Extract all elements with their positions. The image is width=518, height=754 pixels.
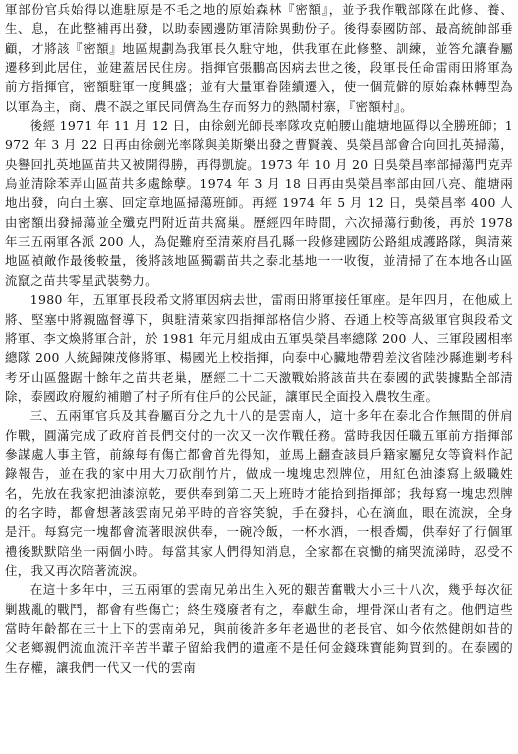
paragraph-3: 1980 年，五軍軍長段希文將軍因病去世，雷雨田將軍接任軍座。是年四月，在他威上將、堅塞中將親臨督導下，與駐清萊家四指揮部格信少將、吞通上校等高級軍官與段希文將軍、李文煥將軍合計，於 1981 年元月組成由五軍吳榮昌率總隊 200 人、三軍段國相率總隊 200 人統歸陳茂修將軍、楊國光上校指揮，向泰中心臟地帶碧差汶省陸沙縣進剿考科考牙山區盤踞十餘年之苗共老巢，歷經二十二天激戰始將該苗共在泰國的武裝據點全部清除，泰國政府履約補贈了村子所有住戶的公民証，讓軍民全面投入農牧生產。 (5, 292, 513, 404)
document-page (5, 0, 513, 677)
paragraph-2: 後經 1971 年 11 月 12 日，由徐劍光師長率隊攻克帕腰山龍塘地區得以全勝班師；1972 年 3 月 22 日再由徐劍光率隊與美斯樂出發之曹賢義、吳榮昌部會合向回扎英掃蕩，央譽回扎英地區苗共又被開得勝，再得凱旋。1973 年 10 月 20 日吳榮昌率部掃蕩門克弄烏並清除苯弄山區苗共多處餘孽。1974 年 3 月 18 日再由吳榮昌率部由回八亮、龍塘兩地出發，向白土寨、回定章地區掃蕩班師。再經 1974 年 5 月 12 日，吳榮昌率 400 人由密額出發掃蕩並全殲克門附近苗共窩巢。歷經四年時間，六次掃蕩行動後，再於 1978 年三五兩軍各派 200 人，為促難府至清萊府昌孔縣一段修建國防公路組成護路隊，與清萊地區禎敵作最後較量，後將該地區獨霸苗共之泰北基地一一收復，並清掃了在本地各山區流竄之苗共零星武裝勢力。 (5, 118, 513, 288)
paragraph-5: 在這十多年中，三五兩軍的雲南兄弟出生入死的艱苦奮戰大小三十八次，幾乎每次征剿戡亂的戰鬥，都會有些傷亡；終生殘廢者有之，奉獻生命，埋骨深山者有之。他們這些當時年齡都在三十上下的雲南弟兄，與前後許多年老過世的老長官、如今依然健朗如昔的父老鄉親們流血流汗辛苦半輩子留給我們的遺產不是任何金錢珠寶能夠買到的。在泰國的生存權，讓我們一代又一代的雲南 (5, 582, 513, 675)
paragraph-4: 三、五兩軍官兵及其眷屬百分之九十八的是雲南人，這十多年在泰北合作無間的併肩作戰，圓滿完成了政府首長們交付的一次又一次作戰任務。當時我因任職五軍前方指揮部參謀處人事主管，前線每有傷亡都會首先得知，並馬上翻查該員戶籍家屬兒女等資料作記錄報告，並在我的家中用大刀砍削竹片，做成一塊塊忠烈牌位，用紅色油漆寫上級職姓名，先放在我家把油漆涼乾，要供奉到第二天上班時才能拾到指揮部；我每寫一塊忠烈牌的名字時，都會想著該雲南兄弟平時的音容笑貌，手在發抖，心在滴血，眼在流淚，全身是汗。每寫完一塊都會流著眼淚供奉，一碗冷飯，一杯水酒，一根香燭，供奉好了行個軍禮後默默陪坐一兩個小時。每當其家人們得知消息，全家都在哀慟的痛哭流涕時，忍受不住，我又再次陪著流淚。 (5, 408, 513, 578)
paragraph-1: 軍部份官兵始得以進駐原是不毛之地的原始森林『密額』，並予我作戰部隊在此修、養、生、息，在此整補再出發，以助泰國邊防軍清除異動份子。後得泰國防部、最高統帥部垂顧，才將該『密額』地區規劃為我軍長久駐守地，供我軍在此修整、訓練，並答允讓眷屬遷移到此居住，並建蓋居民住房。指揮官張鵬高因病去世之後，段軍長任命雷雨田將軍為前方指揮官，密額駐軍一度興盛；並有大量軍眷陸續遷入，使一個荒僻的原始森林轉型為以軍為主，商、農不誤之軍民同儕為生存而努力的熱鬧村寨，『密額村』。 (5, 2, 513, 114)
